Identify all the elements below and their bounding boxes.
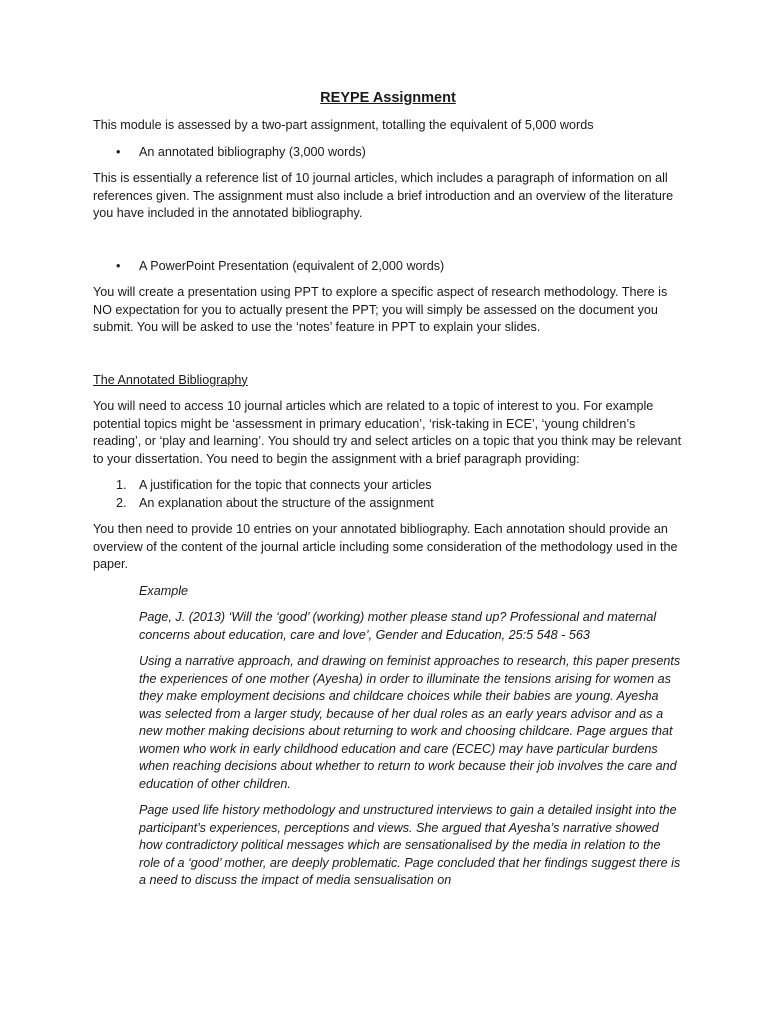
entries-paragraph: You then need to provide 10 entries on your annotated bibliography. Each annotation should provide an overview of the content of the journal article including some consideration of the methodology used in the paper. [93, 522, 678, 571]
example-paragraph-1: Using a narrative approach, and drawing on feminist approaches to research, this paper presents the experiences of one mother (Ayesha) in order to illuminate the tensions arising for women as they make employment decisions and childcare choices while their babies are young. Ayesha was selected from a larger study, because of her dual roles as an early years advisor and as a new mother making decisions about returning to work and choosing childcare. Page argues that women who work in early childhood education and care (ECEC) may have particular burdens when reaching decisions about whether to return to work because their job involves the care and education of other children. [139, 654, 681, 791]
example-paragraph-2: Page used life history methodology and unstructured interviews to gain a detailed insight into the participant’s experiences, perceptions and views. She argued that Ayesha’s narrative showed how contradictory political messages which are sensationalised by the media in relation to the role of a ‘good’ mother, are deeply problematic. Page concluded that her findings suggest there is a need to discuss the impact of media sensualisation on [139, 803, 681, 887]
part1-bullet-item: • An annotated bibliography (3,000 words) [93, 144, 683, 162]
section-heading-annotated-bibliography: The Annotated Bibliography [93, 372, 248, 387]
part2-bullet-list [93, 258, 683, 276]
intro-paragraph: This module is assessed by a two-part assignment, totalling the equivalent of 5,000 words [93, 118, 594, 132]
part2-description: You will create a presentation using PPT to explore a specific aspect of research methodology. There is NO expectation for you to actually present the PPT; you will simply be assessed on the document you submit. You will be asked to use the ‘notes’ feature in PPT to explain your slides. [93, 285, 668, 334]
spacer [93, 232, 683, 258]
steps-list [93, 477, 683, 512]
example-label: Example [139, 583, 188, 598]
spacer [93, 346, 683, 372]
example-block [139, 583, 683, 890]
document-page [93, 88, 683, 899]
section-paragraph: You will need to access 10 journal articles which are related to a topic of interest to you. For example potential topics might be ‘assessment in primary education’, ‘risk-taking in ECE’, ‘young children’s reading’, or ‘play and learning’. You should try and select articles on a topic that you think may be relevant to your dissertation. You need to begin the assignment with a brief paragraph providing: [93, 399, 682, 466]
part1-bullet-list [93, 144, 683, 162]
document-title: REYPE Assignment [320, 90, 456, 106]
step-text: An explanation about the structure of the assignment [139, 495, 434, 510]
part2-bullet-item: • A PowerPoint Presentation (equivalent of 2,000 words) [93, 258, 683, 276]
example-citation: Page, J. (2013) ‘Will the ‘good’ (working) mother please stand up? Professional and maternal concerns about education, care and love’, Gender and Education, 25:5 548 - 563 [139, 610, 657, 642]
step-text: A justification for the topic that connects your articles [139, 478, 432, 492]
step-number: 1. [116, 478, 127, 492]
step-item [93, 495, 683, 513]
step-number: 2. [116, 495, 127, 510]
part1-description: This is essentially a reference list of 10 journal articles, which includes a paragraph of information on all references given. The assignment must also include a brief introduction and an overview of the literature you have included in the annotated bibliography. [93, 171, 674, 220]
step-item [93, 477, 683, 495]
